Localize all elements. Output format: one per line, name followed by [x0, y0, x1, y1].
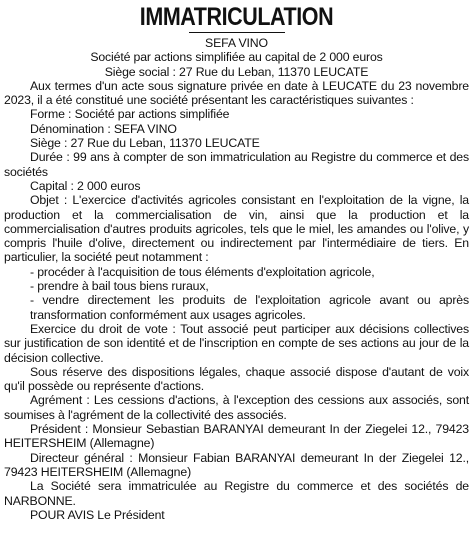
- title-underline: [189, 32, 285, 33]
- directeur-paragraph: Directeur général : Monsieur Fabian BARANYAI demeurant In der Ziegelei 12., 79423 HEITERSHEIM (Allemagne): [4, 450, 469, 479]
- forme-line: Forme : Société par actions simplifiée: [30, 107, 230, 122]
- company-form-line: Société par actions simplifiée au capital de 2 000 euros: [90, 50, 383, 65]
- company-seat-line: Siège social : 27 Rue du Leban, 11370 LEUCATE: [104, 64, 369, 79]
- capital-line: Capital : 2 000 euros: [30, 178, 141, 193]
- intro-paragraph: Aux termes d'un acte sous signature privée en date à LEUCATE du 23 novembre 2023, il a été constitué une société présentant les caractéristiques suivantes :: [4, 78, 469, 108]
- vote-paragraph: Exercice du droit de vote : Tout associé peut participer aux décisions collectives sur justification de son identité et de l'inscription en compte de ses actions au jour de la décision collective.: [4, 321, 469, 365]
- president-paragraph: Président : Monsieur Sebastian BARANYAI demeurant In der Ziegelei 12., 79423 HEITERSHEIM (Allemagne): [4, 422, 469, 451]
- company-name: SEFA VINO: [205, 36, 268, 50]
- signature-line: POUR AVIS Le Président: [30, 507, 165, 522]
- immatriculation-paragraph: La Société sera immatriculée au Registre du commerce et des sociétés de NARBONNE.: [4, 479, 469, 508]
- siege-line: Siège : 27 Rue du Leban, 11370 LEUCATE: [30, 136, 260, 151]
- agrement-paragraph: Agrément : Les cessions d'actions, à l'exception des cessions aux associés, sont soumises à l'agrément de la collectivité des associés.: [4, 393, 469, 422]
- objet-bullet-bail: - prendre à bail tous biens ruraux,: [30, 279, 209, 294]
- reserve-paragraph: Sous réserve des dispositions légales, chaque associé dispose d'autant de voix qu'il possède ou représente d'actions.: [4, 364, 469, 394]
- objet-bullet-acquisition: - procéder à l'acquisition de tous éléments d'exploitation agricole,: [30, 264, 375, 279]
- denomination-line: Dénomination : SEFA VINO: [30, 121, 177, 136]
- objet-paragraph: Objet : L'exercice d'activités agricoles consistant en l'exploitation de la vigne, la production et la commercialisation de vin, ainsi que la production et la commercialisation d'autres produits agricoles, tels que le miel, les amandes ou l'olive, y compris l'huile d'olive, directement ou indirectement par l'intermédiaire de tiers. En particulier, la société peut notamment :: [4, 193, 469, 265]
- duree-paragraph: Durée : 99 ans à compter de son immatriculation au Registre du commerce et des sociétés: [4, 150, 469, 179]
- notice-title: IMMATRICULATION: [139, 3, 334, 31]
- objet-bullet-vente: - vendre directement les produits de l'exploitation agricole avant ou après transformation conformément aux usages agricoles.: [30, 293, 469, 322]
